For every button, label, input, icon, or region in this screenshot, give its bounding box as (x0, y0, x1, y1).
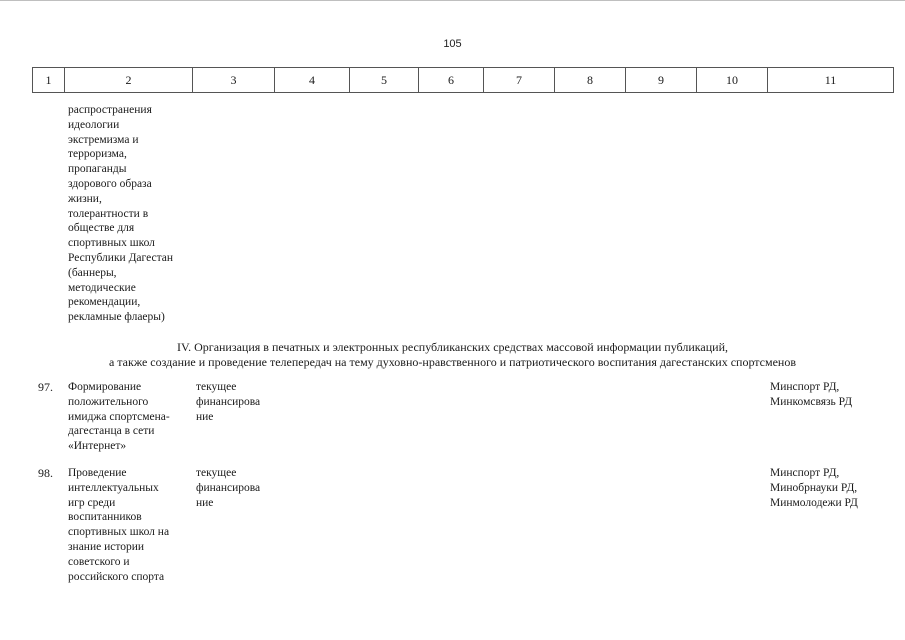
column-header-1: 1 (32, 68, 64, 92)
section-heading-line-2: а также создание и проведение телепередач на тему духовно-нравственного и патриотического воспитания дагестанских спортсменов (108, 355, 797, 369)
column-header-6: 6 (418, 68, 483, 92)
row-97-activity: Формирование положительного имиджа спортсмена- дагестанца в сети «Интернет» (68, 381, 170, 453)
column-header-10: 10 (696, 68, 767, 92)
column-header-9: 9 (625, 68, 696, 92)
column-header-7: 7 (483, 68, 554, 92)
column-header-8: 8 (554, 68, 625, 92)
column-header-2: 2 (64, 68, 192, 92)
section-heading-line-1: IV. Организация в печатных и электронных республиканских средствах массовой информации публикаций, (176, 340, 728, 354)
row-98-activity: Проведение интеллектуальных игр среди воспитанников спортивных школ на знание истории советского и российского спорта (68, 467, 170, 583)
row-98-financing: текущее финансирова ние (196, 467, 261, 509)
page-top-edge (0, 0, 905, 1)
column-header-4: 4 (274, 68, 349, 92)
row-97-executors: Минспорт РД, Минкомсвязь РД (770, 381, 853, 408)
continuation-activity-text: распространения идеологии экстремизма и терроризма, пропаганды здорового образа жизни, толерантности в обществе для спортивных школ Республики Дагестан (баннеры, методические рекомендации, рекламные флаеры) (68, 104, 173, 324)
column-header-5: 5 (349, 68, 418, 92)
row-97-financing: текущее финансирова ние (196, 381, 261, 423)
row-98-number: 98. (38, 466, 53, 480)
page-number: 105 (443, 38, 462, 50)
column-header-row (32, 67, 894, 93)
row-97-number: 97. (38, 380, 53, 394)
row-98-executors: Минспорт РД, Минобрнауки РД, Минмолодежи РД (770, 467, 858, 509)
column-header-11: 11 (767, 68, 894, 92)
column-header-3: 3 (192, 68, 274, 92)
